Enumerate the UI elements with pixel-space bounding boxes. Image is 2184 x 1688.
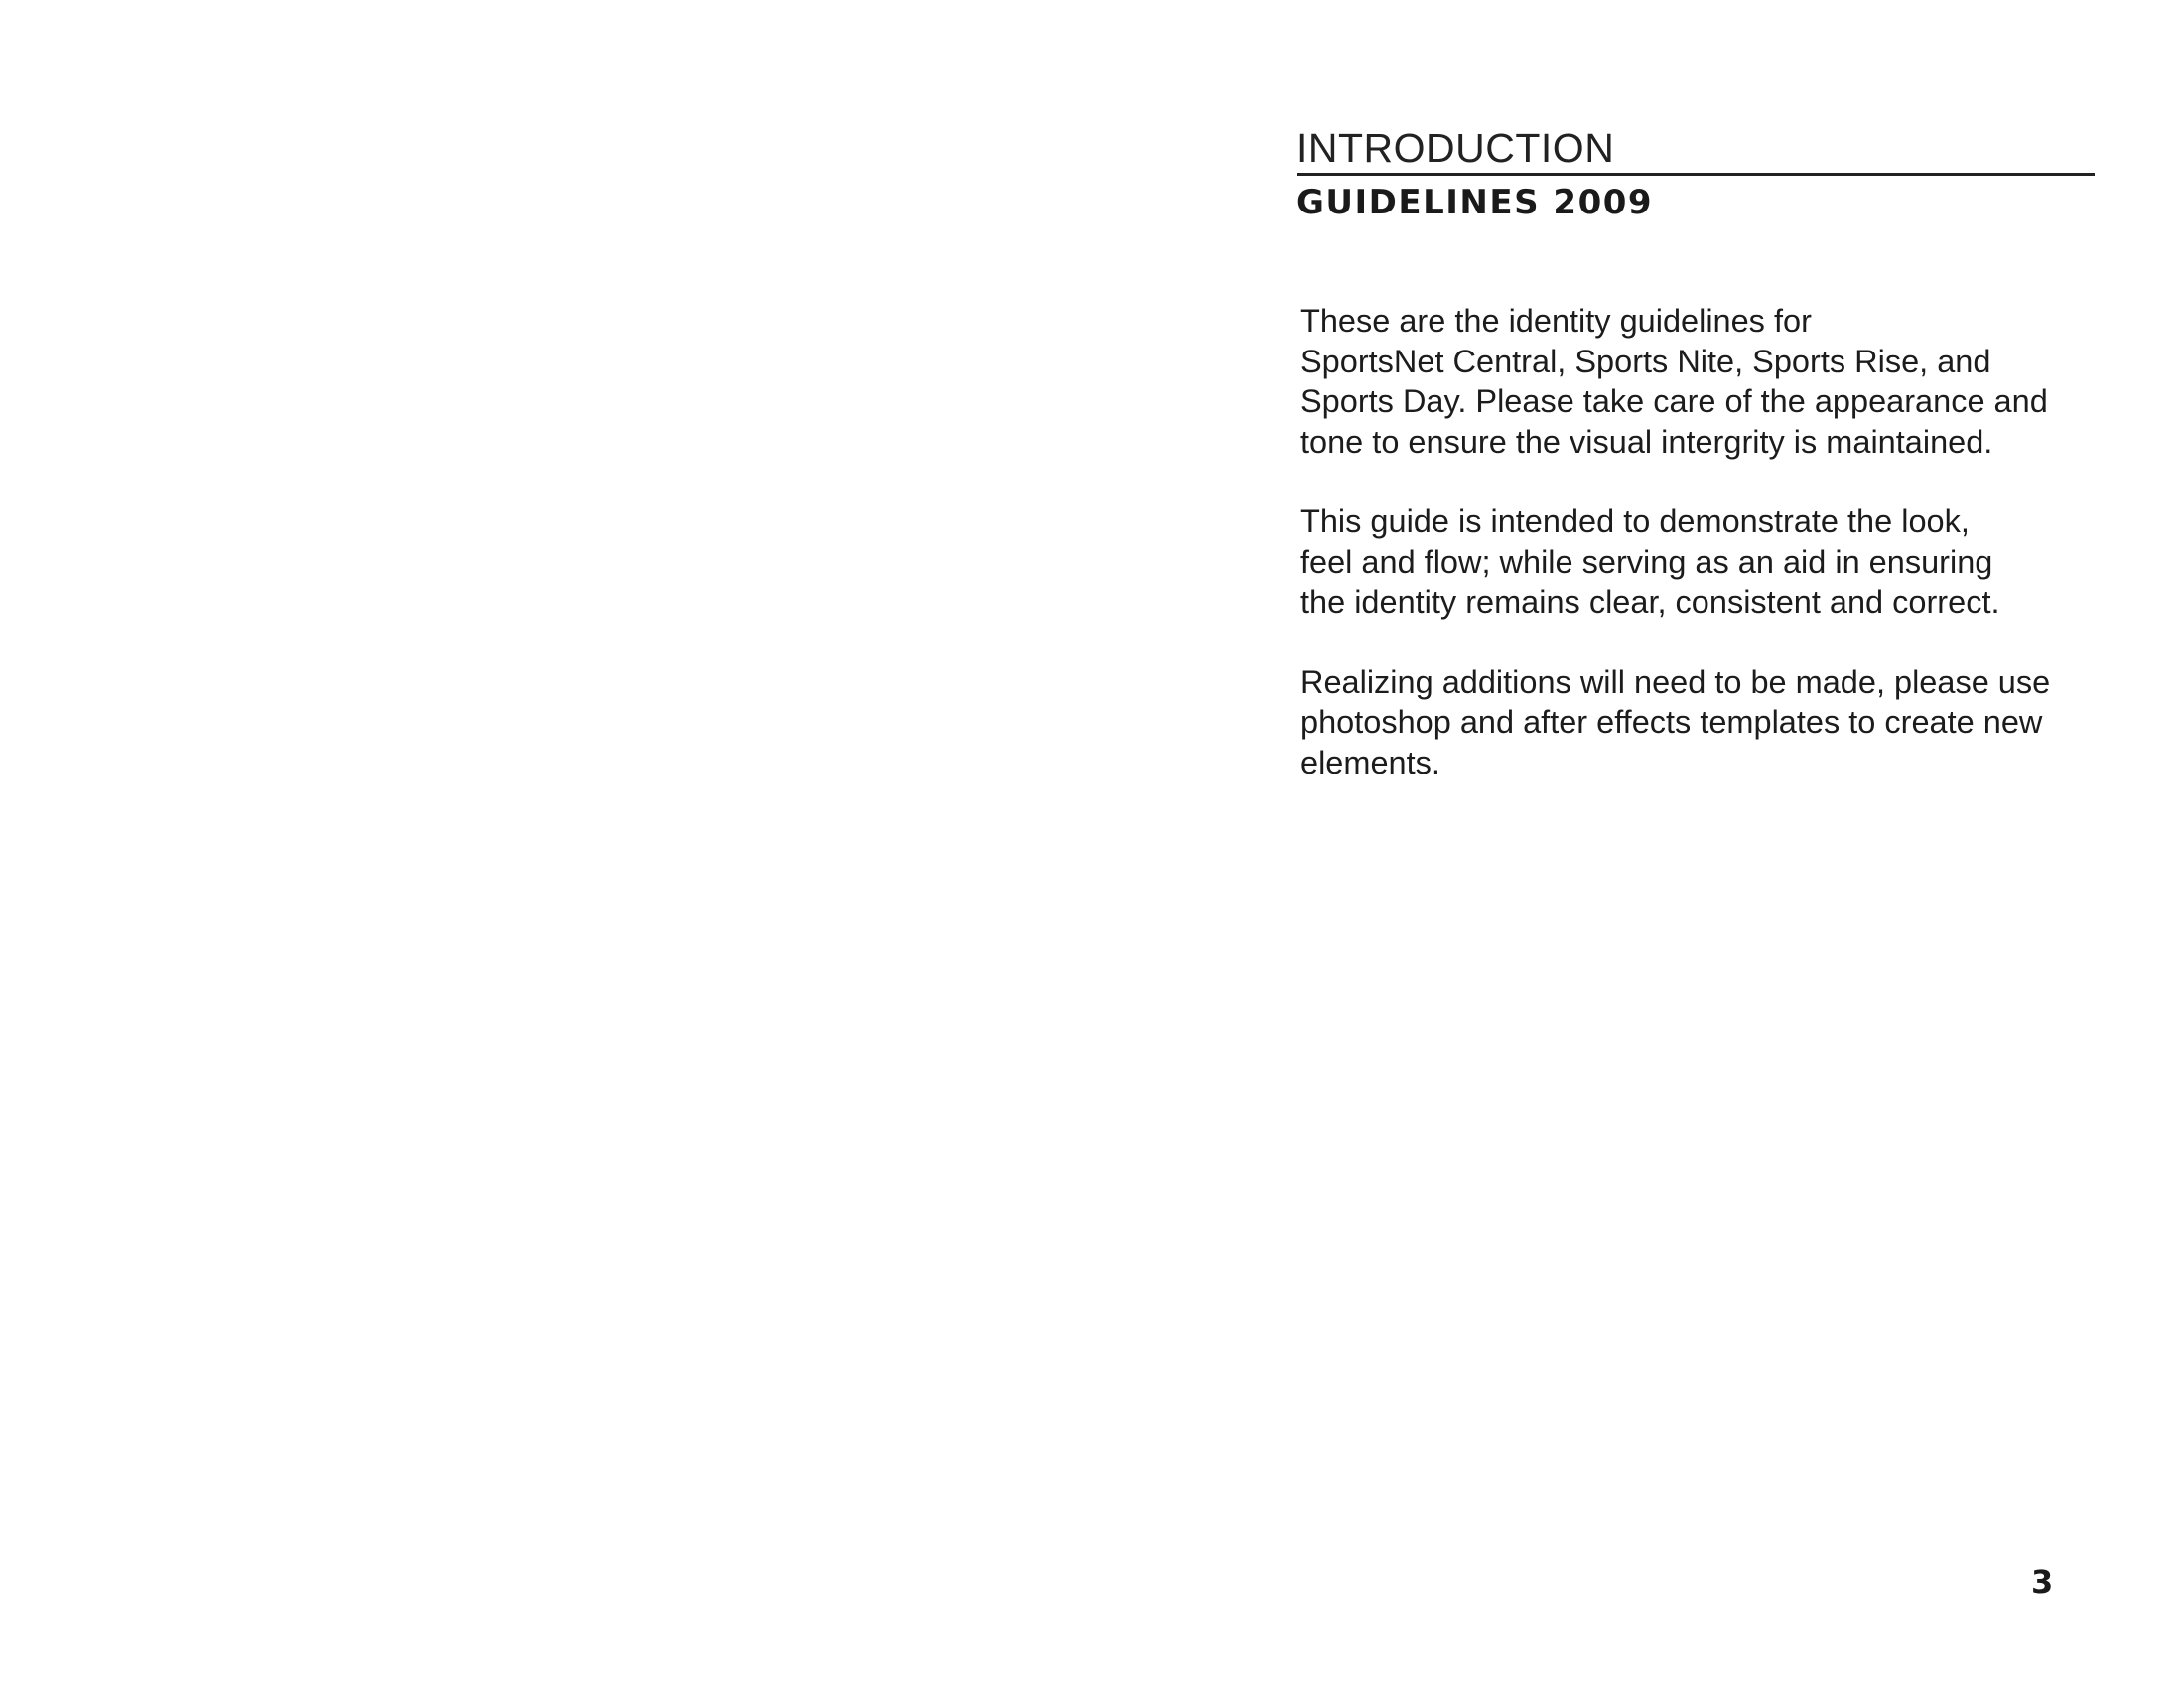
page-header: [1297, 123, 2095, 225]
paragraph-additions: Realizing additions will need to be made, please use photoshop and after effects templates to create new elements.: [1300, 663, 2051, 780]
paragraph-purpose: This guide is intended to demonstrate the look, feel and flow; while serving as an aid in ensuring the identity remains clear, consistent and correct.: [1300, 503, 2000, 620]
body-text: [1300, 301, 2115, 822]
page-title: GUIDELINES 2009: [1297, 183, 1654, 222]
paragraph-intro: These are the identity guidelines for SportsNet Central, Sports Nite, Sports Rise, and Sports Day. Please take care of the appearance and tone to ensure the visual intergrity is maintained.: [1300, 303, 2048, 460]
section-label: INTRODUCTION: [1297, 123, 2095, 176]
page-number: 3: [2031, 1563, 2054, 1601]
